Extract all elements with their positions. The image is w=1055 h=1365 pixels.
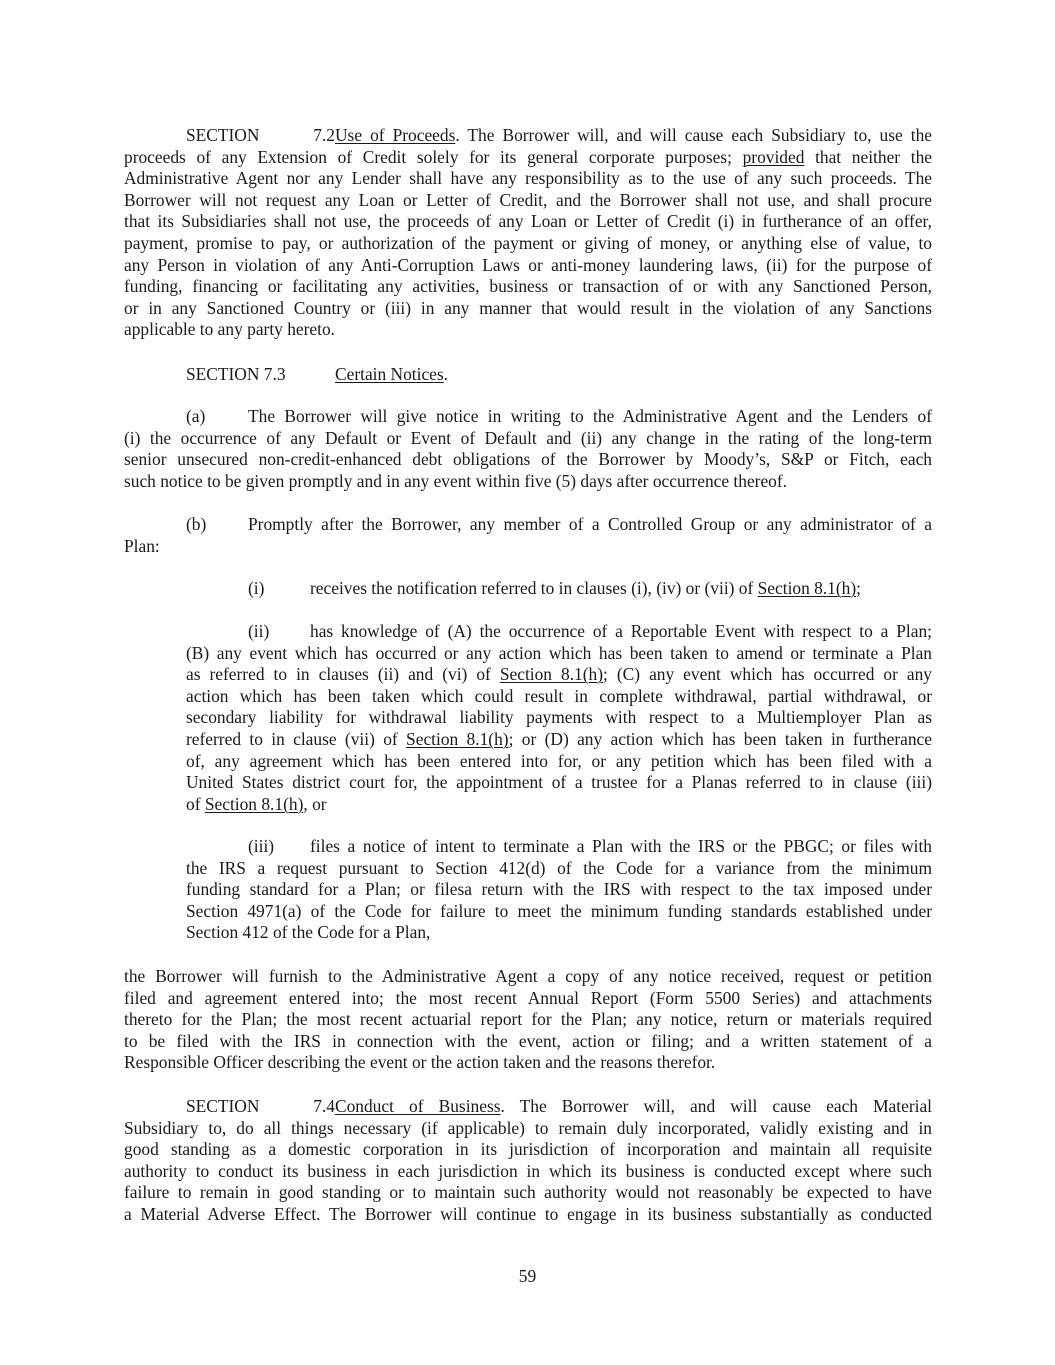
page-number: 59 [518,1266,537,1286]
closing-paragraph [124,966,932,1074]
section-number: SECTION 7.2 [186,125,335,145]
text-line: good standing as a domestic corporation in its jurisdiction of incorporation and maintain all requisite [124,1139,932,1160]
paragraph-a [124,406,932,492]
text-run: as referred to in clauses (ii) and (vi) of [186,664,500,685]
text-line: Administrative Agent nor any Lender shall have any responsibility as to the use of any such proceeds. The [124,168,932,189]
text-run: ; or (D) any action which has been taken in furtherance [508,728,932,749]
section-7-2-line-2 [124,147,932,169]
section-title: Conduct of Business [335,1096,501,1116]
section-title: Certain Notices [335,364,444,384]
clause-label: (iii) [248,836,275,856]
text-line: any Person in violation of any Anti-Corruption Laws or anti-money laundering laws, (ii) for the purpose of [124,254,932,275]
section-title: Use of Proceeds [335,125,456,145]
text-line: Responsible Officer describing the event or the action taken and the reasons therefor. [124,1052,716,1073]
text-line: (B) any event which has occurred or any action which has been taken to amend or terminate a Plan [186,642,932,663]
text-run: has knowledge of (A) the occurrence of a Reportable Event with respect to a Plan; [310,621,932,641]
text-line: Section 4971(a) of the Code for failure to meet the minimum funding standards established under [186,900,932,921]
text-line: secondary liability for withdrawal liability payments with respect to a Multiemployer Plan as [186,707,932,728]
text-line: (i) the occurrence of any Default or Event of Default and (ii) any change in the rating of the long-term [124,427,932,448]
text-line: such notice to be given promptly and in any event within five (5) days after occurrence thereof. [124,470,788,491]
text-run: . The Borrower will, and will cause each Material [500,1096,932,1116]
text-line: of, any agreement which has been entered into for, or any petition which has been filed with a [186,750,932,771]
text-line: United States district court for, the appointment of a trustee for a Planas referred to in clause (iii) [186,772,932,793]
text-line: senior unsecured non-credit-enhanced debt obligations of the Borrower by Moody’s, S&P or Fitch, each [124,449,932,470]
clause-label: (ii) [248,621,270,641]
clause-iii [186,836,932,944]
text-line [186,621,932,643]
paragraph-label: (b) [186,514,207,534]
text-line: Plan: [124,535,160,556]
text-run: Promptly after the Borrower, any member of a Controlled Group or any administrator of a [248,514,932,534]
text-line: Section 412 of the Code for a Plan, [186,922,431,943]
text-line: a Material Adverse Effect. The Borrower will continue to engage in its business substantially as conducted [124,1203,932,1224]
paragraph-b [124,514,932,557]
text-line [124,578,932,600]
section-7-2-line-1 [124,125,932,147]
text-line: that its Subsidiaries shall not use, the proceeds of any Loan or Letter of Credit (i) in furtherance of an offer, [124,211,932,232]
text-line: applicable to any party hereto. [124,319,336,340]
text-line: Subsidiary to, do all things necessary (if applicable) to remain duly incorporated, validly existing and in [124,1117,932,1138]
section-7-2 [124,125,932,341]
section-number: SECTION 7.3 [186,364,286,384]
text-run: , or [303,793,327,814]
section-7-3-heading [124,364,932,386]
section-reference: Section 8.1(h) [406,728,509,749]
text-line [124,406,932,428]
text-run: of [186,793,205,814]
text-line: action which has been taken which could result in complete withdrawal, partial withdrawal, or [186,685,932,706]
text-line [186,664,932,686]
clause-i [124,578,932,600]
text-run: that neither the [804,146,932,167]
text-run: referred to in clause (vii) of [186,728,407,749]
text-line: authority to conduct its business in each jurisdiction in which its business is conducted except where such [124,1160,932,1181]
text-line: failure to remain in good standing or to maintain such authority would not reasonably be expected to have [124,1182,932,1203]
section-reference: Section 8.1(h) [204,793,304,814]
text-line: filed and agreement entered into; the most recent Annual Report (Form 5500 Series) and attachments [124,987,932,1008]
clause-label: (i) [248,578,265,598]
section-7-4 [124,1096,932,1226]
text-line: payment, promise to pay, or authorization of the payment or giving of money, or anything else of value, to [124,232,932,253]
text-line: Borrower will not request any Loan or Letter of Credit, and the Borrower shall not use, and shall procure [124,189,932,210]
text-line [186,729,932,751]
paragraph-label: (a) [186,406,206,426]
text-run: files a notice of intent to terminate a Plan with the IRS or the PBGC; or files with [310,836,932,856]
text-line [124,1096,932,1118]
text-line: thereto for the Plan; the most recent actuarial report for the Plan; any notice, return or materials required [124,1009,932,1030]
text-run: . [443,364,449,384]
section-reference: Section 8.1(h) [757,578,857,598]
text-run: ; (C) any event which has occurred or any [603,664,933,685]
text-run: proceeds of any Extension of Credit solely for its general corporate purposes; [124,146,732,167]
text-run: The Borrower will give notice in writing to the Administrative Agent and the Lenders of [248,406,932,426]
text-run: ; [856,578,861,598]
clause-ii [186,621,932,815]
provided-term: provided [742,146,805,167]
text-line: to be filed with the IRS in connection with the event, action or filing; and a written statement of a [124,1030,932,1051]
section-reference: Section 8.1(h) [499,664,604,685]
text-line [124,514,932,536]
text-line: funding, financing or facilitating any activities, business or transaction of or with any Sanctioned Person, [124,276,932,297]
text-line: the IRS a request pursuant to Section 412(d) of the Code for a variance from the minimum [186,857,932,878]
text-run: receives the notification referred to in clauses (i), (iv) or (vii) of [310,578,758,598]
text-line [186,794,932,816]
text-line [186,836,932,858]
heading-line [124,364,932,386]
section-number: SECTION 7.4 [186,1096,335,1116]
text-line: the Borrower will furnish to the Administrative Agent a copy of any notice received, request or petition [124,966,932,986]
text-run: . The Borrower will, and will cause each Subsidiary to, use the [455,125,932,145]
text-line: funding standard for a Plan; or filesa return with the IRS with respect to the tax imposed under [186,879,932,900]
text-line: or in any Sanctioned Country or (iii) in any manner that would result in the violation of any Sanctions [124,297,932,318]
